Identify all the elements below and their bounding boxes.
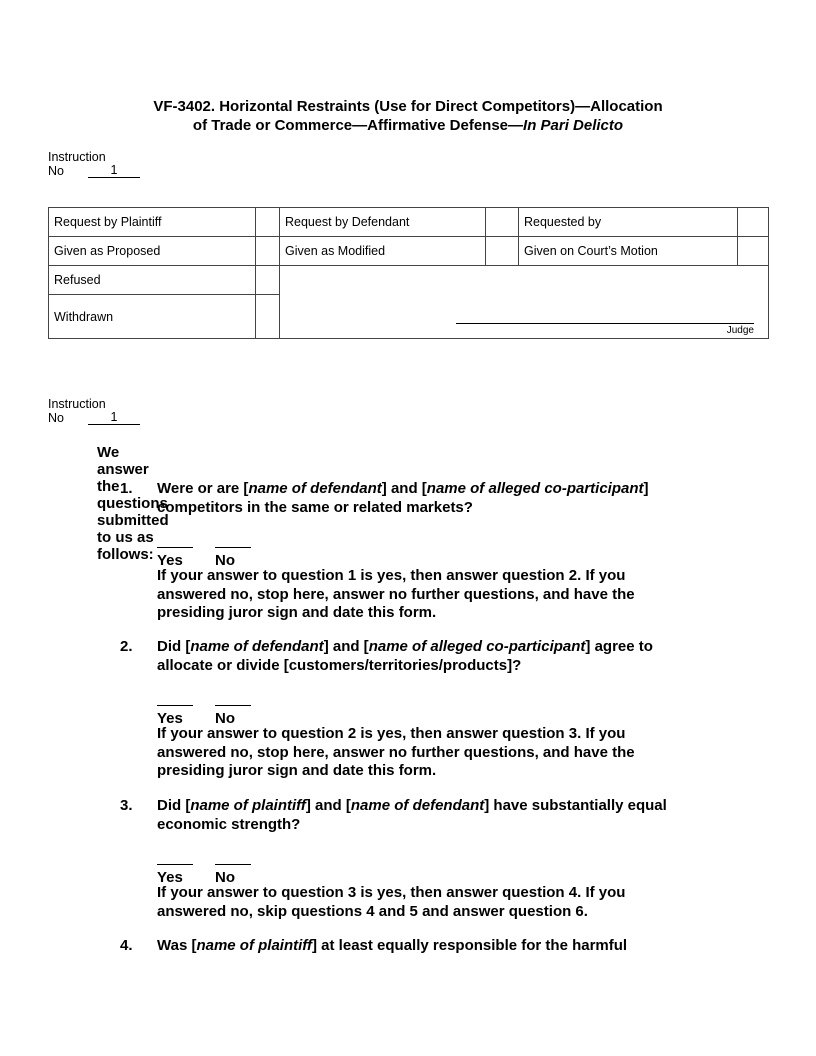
- given-as-modified-checkbox[interactable]: [486, 237, 519, 266]
- given-as-modified-label: Given as Modified: [280, 237, 486, 266]
- instruction-no-label: No: [48, 411, 64, 425]
- title-line-2-plain: of Trade or Commerce—Affirmative Defense—: [192, 117, 524, 134]
- title-line-2-italic: In Pari Delicto: [523, 117, 624, 134]
- question-2-instructions: If your answer to question 2 is yes, then answer question 3. If you answered no, stop here, answer no further questions, and have the presiding juror sign and date this form.: [157, 725, 635, 779]
- question-4-line-1: Was [name of plaintiff] at least equally responsible for the harmful: [157, 937, 628, 954]
- question-3-no[interactable]: No: [215, 850, 255, 886]
- title-line-2: [0, 116, 816, 135]
- question-2-text: [157, 638, 737, 675]
- question-4-text: [157, 937, 737, 956]
- judge-label: Judge: [726, 325, 754, 336]
- instruction-label: Instruction: [48, 397, 106, 411]
- given-on-courts-motion-label: Given on Court’s Motion: [519, 237, 738, 266]
- question-2-answer: [157, 691, 255, 727]
- question-1-answer: [157, 533, 255, 569]
- request-by-defendant-label: Request by Defendant: [280, 208, 486, 237]
- lead-statement: We answer the questions submitted to us as follows:: [97, 444, 169, 563]
- requested-by-label: Requested by: [519, 208, 738, 237]
- question-3-instructions: If your answer to question 3 is yes, then answer question 4. If you answered no, skip questions 4 and 5 and answer question 6.: [157, 884, 626, 920]
- question-1-yes[interactable]: Yes: [157, 533, 197, 569]
- question-4-number: 4.: [120, 937, 133, 954]
- instruction-no-row: [48, 411, 140, 425]
- instruction-number-bottom: [48, 397, 140, 425]
- question-3-yes[interactable]: Yes: [157, 850, 197, 886]
- requested-by-checkbox[interactable]: [738, 208, 769, 237]
- court-disposition-table: [48, 207, 769, 339]
- withdrawn-checkbox[interactable]: [256, 295, 280, 339]
- question-3-line-1: Did [name of plaintiff] and [name of defendant] have substantially equal: [157, 797, 667, 814]
- instruction-number-top: [48, 150, 140, 178]
- instruction-no-label: No: [48, 164, 64, 178]
- question-2-yes[interactable]: Yes: [157, 691, 197, 727]
- question-2-no[interactable]: No: [215, 691, 255, 727]
- question-2-number: 2.: [120, 638, 133, 655]
- question-2-line-2: allocate or divide [customers/territories/products]?: [157, 656, 522, 674]
- withdrawn-label: Withdrawn: [49, 295, 256, 339]
- instruction-no-value: 1: [88, 164, 140, 178]
- question-3-answer: [157, 850, 255, 886]
- form-title: [0, 97, 816, 135]
- question-1-no[interactable]: No: [215, 533, 255, 569]
- refused-label: Refused: [49, 266, 256, 295]
- question-1-line-2: competitors in the same or related markets?: [157, 498, 473, 516]
- given-as-proposed-checkbox[interactable]: [256, 237, 280, 266]
- judge-signature-cell: [280, 266, 769, 339]
- instruction-no-value: 1: [88, 411, 140, 425]
- question-1-text: [157, 480, 737, 517]
- question-1-line-1: Were or are [name of defendant] and [name of alleged co-participant]: [157, 480, 649, 497]
- request-by-plaintiff-label: Request by Plaintiff: [49, 208, 256, 237]
- question-3-number: 3.: [120, 797, 133, 814]
- given-as-proposed-label: Given as Proposed: [49, 237, 256, 266]
- question-3-line-2: economic strength?: [157, 815, 301, 833]
- question-1-instructions: If your answer to question 1 is yes, then answer question 2. If you answered no, stop here, answer no further questions, and have the presiding juror sign and date this form.: [157, 567, 635, 621]
- request-by-defendant-checkbox[interactable]: [486, 208, 519, 237]
- question-3-text: [157, 797, 737, 834]
- request-by-plaintiff-checkbox[interactable]: [256, 208, 280, 237]
- question-2-line-1: Did [name of defendant] and [name of alleged co-participant] agree to: [157, 638, 653, 655]
- instruction-label: Instruction: [48, 150, 106, 164]
- refused-checkbox[interactable]: [256, 266, 280, 295]
- given-on-courts-motion-checkbox[interactable]: [738, 237, 769, 266]
- title-line-1: VF-3402. Horizontal Restraints (Use for Direct Competitors)—Allocation: [153, 98, 663, 115]
- instruction-no-row: [48, 164, 140, 178]
- question-1-number: 1.: [120, 480, 133, 497]
- judge-signature-line[interactable]: [456, 323, 754, 324]
